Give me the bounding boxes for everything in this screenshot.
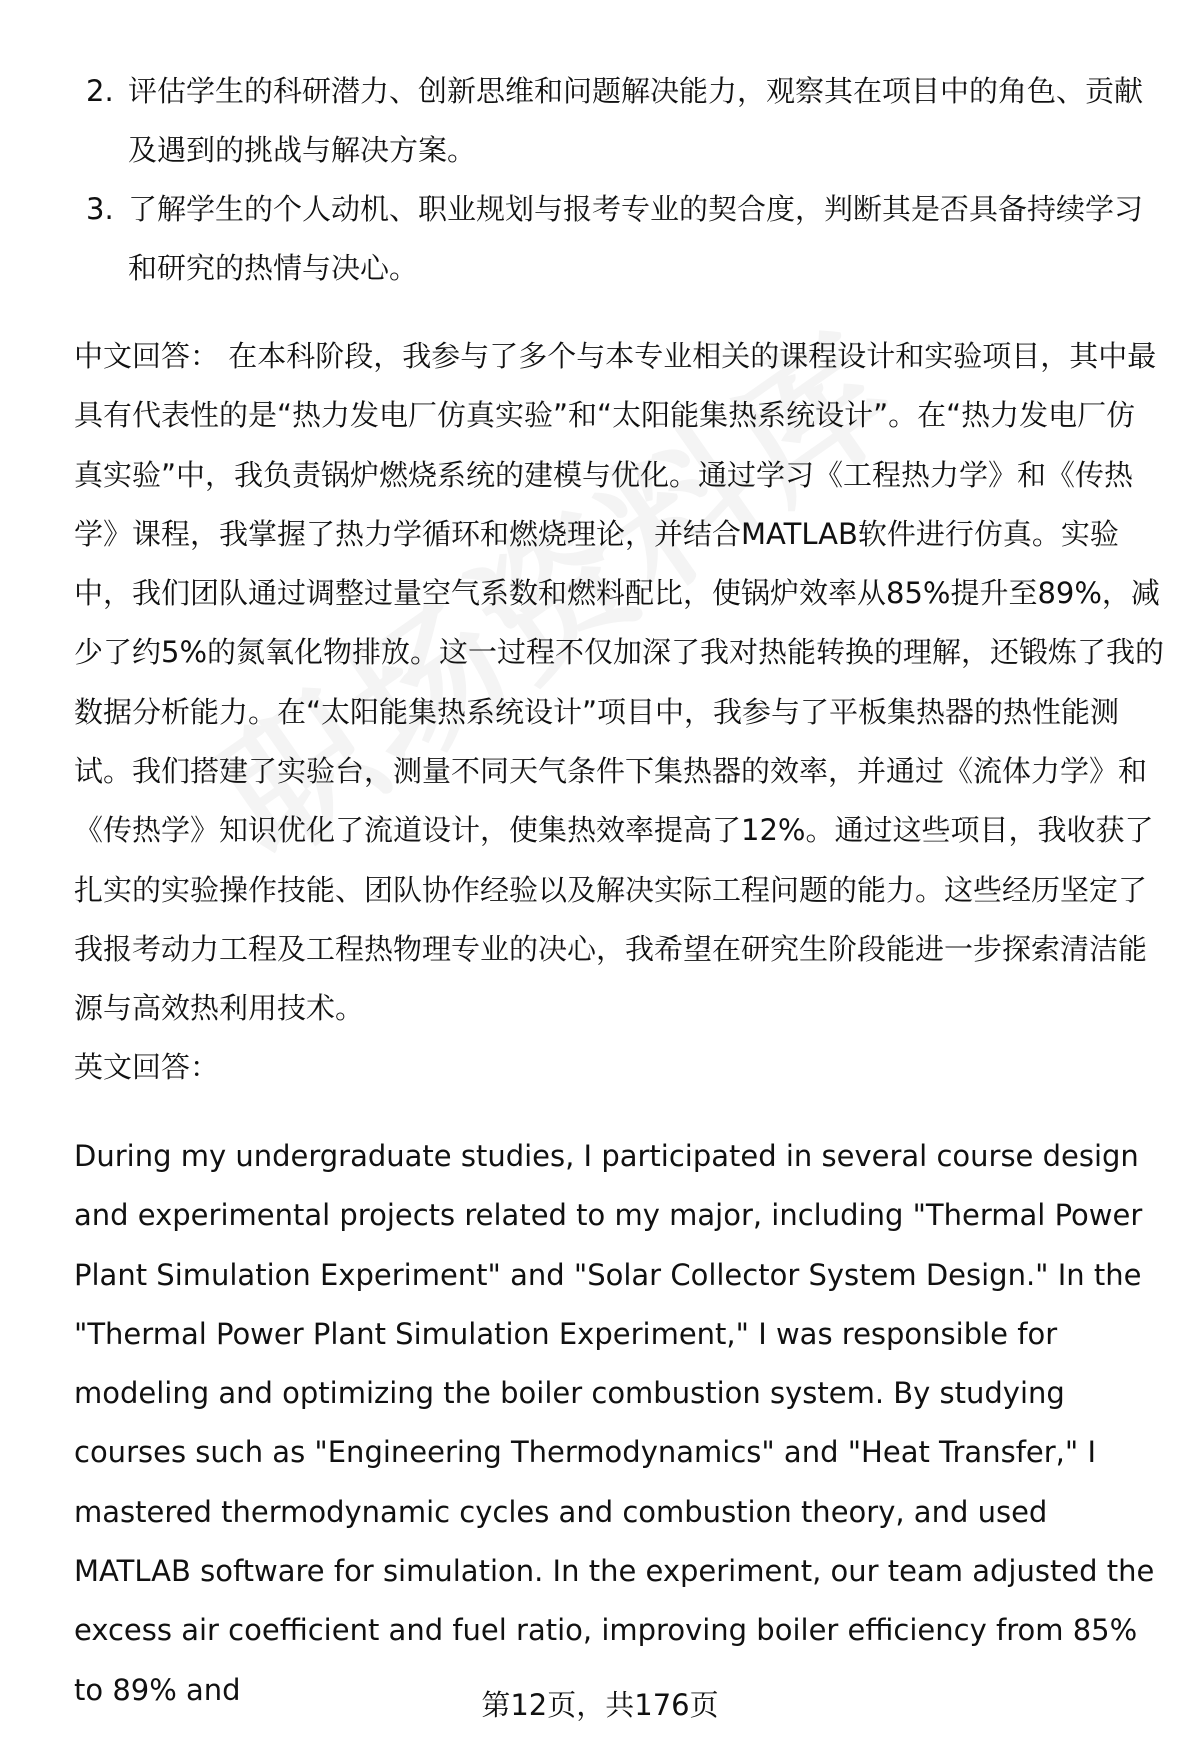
chinese-answer-text: 在本科阶段，我参与了多个与本专业相关的课程设计和实验项目，其中最具有代表性的是“热力发电厂仿真实验”和“太阳能集热系统设计”。在“热力发电厂仿真实验”中，我负责锅炉燃烧系统的建模与优化。通过学习《工程热力学》和《传热学》课程，我掌握了热力学循环和燃烧理论，并结合MATLAB软件进行仿真。实验中，我们团队通过调整过量空气系数和燃料配比，使锅炉效率从85%提升至89%，减少了约5%的氮氧化物排放。这一过程不仅加深了我对热能转换的理解，还锻炼了我的数据分析能力。在“太阳能集热系统设计”项目中，我参与了平板集热器的热性能测试。我们搭建了实验台，测量不同天气条件下集热器的效率，并通过《流体力学》和《传热学》知识优化了流道设计，使集热效率提高了12%。通过这些项目，我收获了扎实的实验操作技能、团队协作经验以及解决实际工程问题的能力。这些经历坚定了我报考动力工程及工程热物理专业的决心，我希望在研究生阶段能进一步探索清洁能源与高效热利用技术。 — [74, 339, 1165, 1026]
page-number-footer: 第12页，共176页 — [481, 1688, 719, 1722]
list-item-number: 2. — [86, 74, 114, 108]
list-item-text: 了解学生的个人动机、职业规划与报考专业的契合度，判断其是否具备持续学习和研究的热情与决心。 — [128, 192, 1144, 285]
question-purpose-list — [74, 62, 1154, 298]
list-item-text: 评估学生的科研潜力、创新思维和问题解决能力，观察其在项目中的角色、贡献及遇到的挑战与解决方案。 — [128, 74, 1144, 167]
english-answer-text: During my undergraduate studies, I participated in several course design and experimental projects related to my major, including "Thermal Power Plant Simulation Experiment" and "Solar Collector System Design." In the "Thermal Power Plant Simulation Experiment," I was responsible for modeling and optimizing the boiler combustion system. By studying courses such as "Engineering Thermodynamics" and "Heat Transfer," I mastered thermodynamic cycles and combustion theory, and used MATLAB software for simulation. In the experiment, our team adjusted the excess air coefficient and fuel ratio, improving boiler efficiency from 85% to 89% and — [74, 1139, 1155, 1707]
list-item — [74, 62, 1154, 180]
chinese-answer-paragraph — [74, 327, 1164, 1039]
list-item-number: 3. — [86, 192, 114, 226]
chinese-answer-label: 中文回答： — [74, 339, 220, 373]
list-item — [74, 180, 1154, 298]
english-answer-label: 英文回答： — [74, 1050, 220, 1084]
